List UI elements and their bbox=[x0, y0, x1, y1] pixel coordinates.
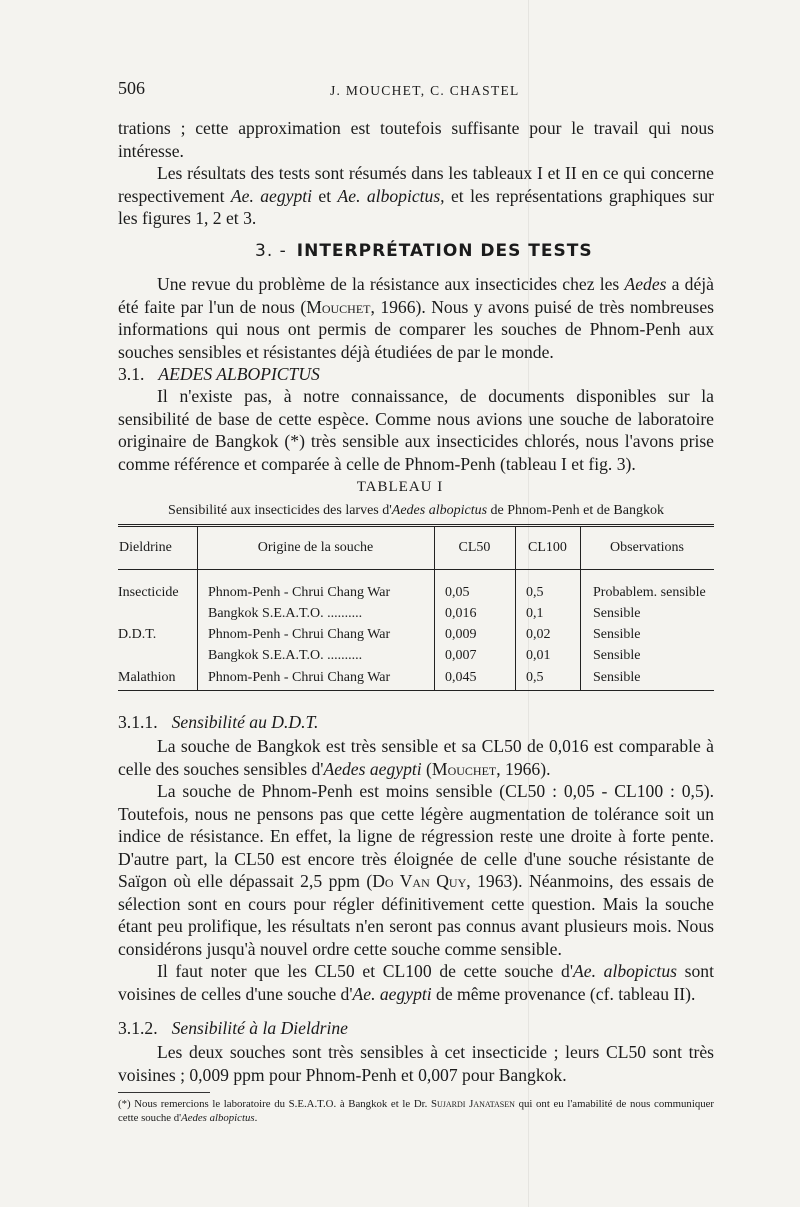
running-head: J. MOUCHET, C. CHASTEL bbox=[330, 83, 520, 98]
section-intro bbox=[118, 273, 714, 363]
paragraph-phnom-penh: La souche de Phnom-Penh est moins sensible (CL50 : 0,05 - CL100 : 0,5). Toutefois, nous ne pensons pas que cette légère augmentation de tolérance soit un indice de résistance. En effet, la ligne de régression reste une droite à forte pente. D'autre part, la CL50 est encore très éloignée de celle d'une souche résistante de Saïgon où elle dépassait 2,5 ppm (Do Van Quy, 1963). Néanmoins, des essais de sélection sont en cours pour régler définitivement cette question. Mais la souche étant peu prolifique, les résultats n'en seront pas connus avant plusieurs mois. Nous considérons jusqu'à nouvel ordre cette souche comme sensible. bbox=[118, 781, 714, 959]
paragraph-note: Il faut noter que les CL50 et CL100 de cette souche d'Ae. albopictus sont voisines de celles d'une souche d'Ae. aegypti de même provenance (cf. tableau II). bbox=[118, 961, 714, 1004]
subsection-3-1-1-body bbox=[118, 735, 714, 1005]
table-row: Insecticide Phnom-Penh - Chrui Chang War 0,05 0,5 Probablem. sensible bbox=[118, 582, 714, 603]
section-number: 3. - bbox=[255, 241, 287, 261]
paragraph-continuation: trations ; cette approximation est toutefois suffisante pour le travail qui nous intéresse. bbox=[118, 118, 714, 161]
table-title: TABLEAU I bbox=[356, 479, 444, 495]
table-row: Malathion Phnom-Penh - Chrui Chang War 0,045 0,5 Sensible bbox=[118, 666, 714, 691]
table-header: CL50 bbox=[435, 526, 516, 570]
table-spacer bbox=[118, 570, 714, 583]
table-header-row bbox=[118, 526, 714, 570]
table-row: D.D.T. Phnom-Penh - Chrui Chang War 0,009 0,02 Sensible bbox=[118, 624, 714, 645]
table-caption: Sensibilité aux insecticides des larves d'Aedes albopictus de Phnom-Penh et de Bangkok bbox=[168, 503, 664, 518]
page-number: 506 bbox=[118, 78, 145, 98]
data-table bbox=[118, 524, 714, 691]
paragraph-results: Les résultats des tests sont résumés dans les tableaux I et II en ce qui concerne respectivement Ae. aegypti et Ae. albopictus, et les représentations graphiques sur les figures 1, 2 et 3. bbox=[118, 163, 715, 228]
subsection-heading-3-1-2: 3.1.2. Sensibilité à la Dieldrine bbox=[118, 1018, 348, 1038]
paragraph-bangkok: La souche de Bangkok est très sensible et sa CL50 de 0,016 est comparable à celle des souches sensibles d'Aedes aegypti (Mouchet, 1966). bbox=[118, 736, 714, 779]
table-header: Dieldrine bbox=[118, 526, 198, 570]
intro-block bbox=[118, 117, 714, 230]
subsection-3-1-2-body bbox=[118, 1041, 714, 1086]
table-header: Origine de la souche bbox=[198, 526, 435, 570]
footnote-rule bbox=[118, 1092, 210, 1093]
subsection-3-1-body bbox=[118, 385, 714, 475]
subsection-heading-3-1-1: 3.1.1. Sensibilité au D.D.T. bbox=[118, 712, 319, 732]
table-row: Bangkok S.E.A.T.O. .......... 0,007 0,01 Sensible bbox=[118, 645, 714, 666]
paragraph-albopictus: Il n'existe pas, à notre connaissance, de documents disponibles sur la sensibilité de base de cette espèce. Comme nous avions une souche de laboratoire originaire de Bangkok (*) très sensible aux insecticides chlorés, nous l'avons prise comme référence et comparée à celle de Phnom-Penh (tableau I et fig. 3). bbox=[118, 386, 714, 474]
table-row: Bangkok S.E.A.T.O. .......... 0,016 0,1 Sensible bbox=[118, 603, 714, 624]
table-header: Observations bbox=[581, 526, 715, 570]
table-header: CL100 bbox=[516, 526, 581, 570]
subsection-heading-3-1: 3.1. AEDES ALBOPICTUS bbox=[118, 364, 320, 384]
section-heading bbox=[255, 241, 593, 261]
paragraph-dieldrine: Les deux souches sont très sensibles à cet insecticide ; leurs CL50 sont très voisines ; 0,009 ppm pour Phnom-Penh et 0,007 pour Bangkok. bbox=[118, 1042, 714, 1085]
footnote: (*) Nous remercions le laboratoire du S.E.A.T.O. à Bangkok et le Dr. Sujardi Janatasen qui ont eu l'amabilité de nous communiquer cette souche d'Aedes albopictus. bbox=[118, 1098, 715, 1124]
paragraph-review: Une revue du problème de la résistance aux insecticides chez les Aedes a déjà été faite par l'un de nous (Mouchet, 1966). Nous y avons puisé de très nombreuses informations qui nous ont permis de comparer les souches de Phnom-Penh aux souches sensibles et résistantes déjà étudiées de par le monde. bbox=[118, 274, 714, 362]
section-title: INTERPRÉTATION DES TESTS bbox=[296, 241, 593, 261]
